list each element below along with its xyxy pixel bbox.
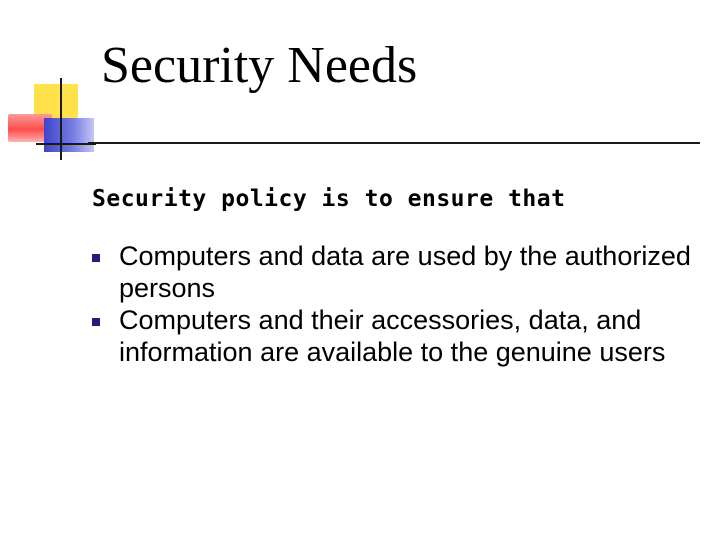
bullet-item — [92, 240, 692, 304]
square-bullet-icon — [92, 318, 100, 326]
bullet-list — [92, 240, 692, 368]
bullet-text: Computers and their accessories, data, and information are available to the genuine users — [119, 305, 666, 367]
square-bullet-icon — [92, 254, 100, 262]
slide-title: Security Needs — [101, 37, 418, 94]
decorative-blue-bar — [44, 118, 94, 152]
bullet-item — [92, 304, 692, 368]
decorative-vertical-line — [60, 78, 62, 160]
title-divider — [88, 142, 700, 144]
decorative-horizontal-line — [36, 143, 96, 145]
decorative-logo — [0, 0, 100, 170]
slide-subtitle: Security policy is to ensure that — [92, 186, 566, 212]
bullet-text: Computers and data are used by the authorized persons — [119, 241, 691, 303]
